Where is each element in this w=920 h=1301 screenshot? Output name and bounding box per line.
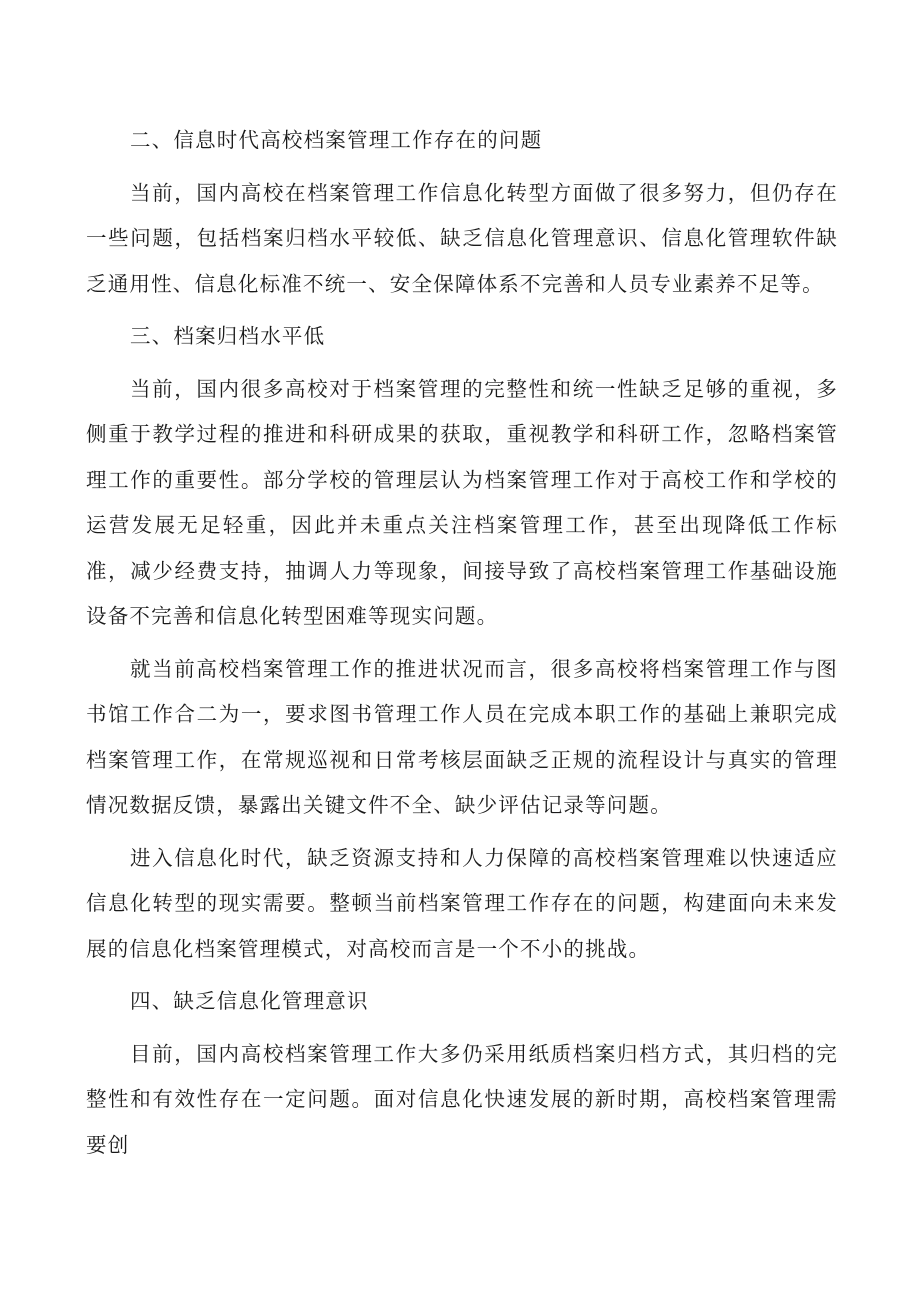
paragraph: 当前，国内很多高校对于档案管理的完整性和统一性缺乏足够的重视，多侧重于教学过程的推进和科研成果的获取，重视教学和科研工作，忽略档案管理工作的重要性。部分学校的管理层认为档案管理工作对于高校工作和学校的运营发展无足轻重，因此并未重点关注档案管理工作，甚至出现降低工作标准，减少经费支持，抽调人力等现象，间接导致了高校档案管理工作基础设施设备不完善和信息化转型困难等现实问题。	[86, 376, 838, 628]
paragraph: 进入信息化时代，缺乏资源支持和人力保障的高校档案管理难以快速适应信息化转型的现实需要。整顿当前档案管理工作存在的问题，构建面向未来发展的信息化档案管理模式，对高校而言是一个不小的挑战。	[86, 845, 838, 961]
section-heading-3: 三、档案归档水平低	[130, 324, 326, 348]
paragraph: 就当前高校档案管理工作的推进状况而言，很多高校将档案管理工作与图书馆工作合二为一，要求图书管理工作人员在完成本职工作的基础上兼职完成档案管理工作，在常规巡视和日常考核层面缺乏正规的流程设计与真实的管理情况数据反馈，暴露出关键文件不全、缺少评估记录等问题。	[86, 656, 838, 817]
paragraph: 目前，国内高校档案管理工作大多仍采用纸质档案归档方式，其归档的完整性和有效性存在一定问题。面对信息化快速发展的新时期，高校档案管理需要创	[86, 1041, 838, 1157]
paragraph: 当前，国内高校在档案管理工作信息化转型方面做了很多努力，但仍存在一些问题，包括档案归档水平较低、缺乏信息化管理意识、信息化管理软件缺乏通用性、信息化标准不统一、安全保障体系不完善和人员专业素养不足等。	[86, 180, 838, 296]
section-heading-4: 四、缺乏信息化管理意识	[130, 989, 369, 1013]
document-body	[86, 118, 838, 1175]
section-heading-2: 二、信息时代高校档案管理工作存在的问题	[130, 128, 543, 152]
